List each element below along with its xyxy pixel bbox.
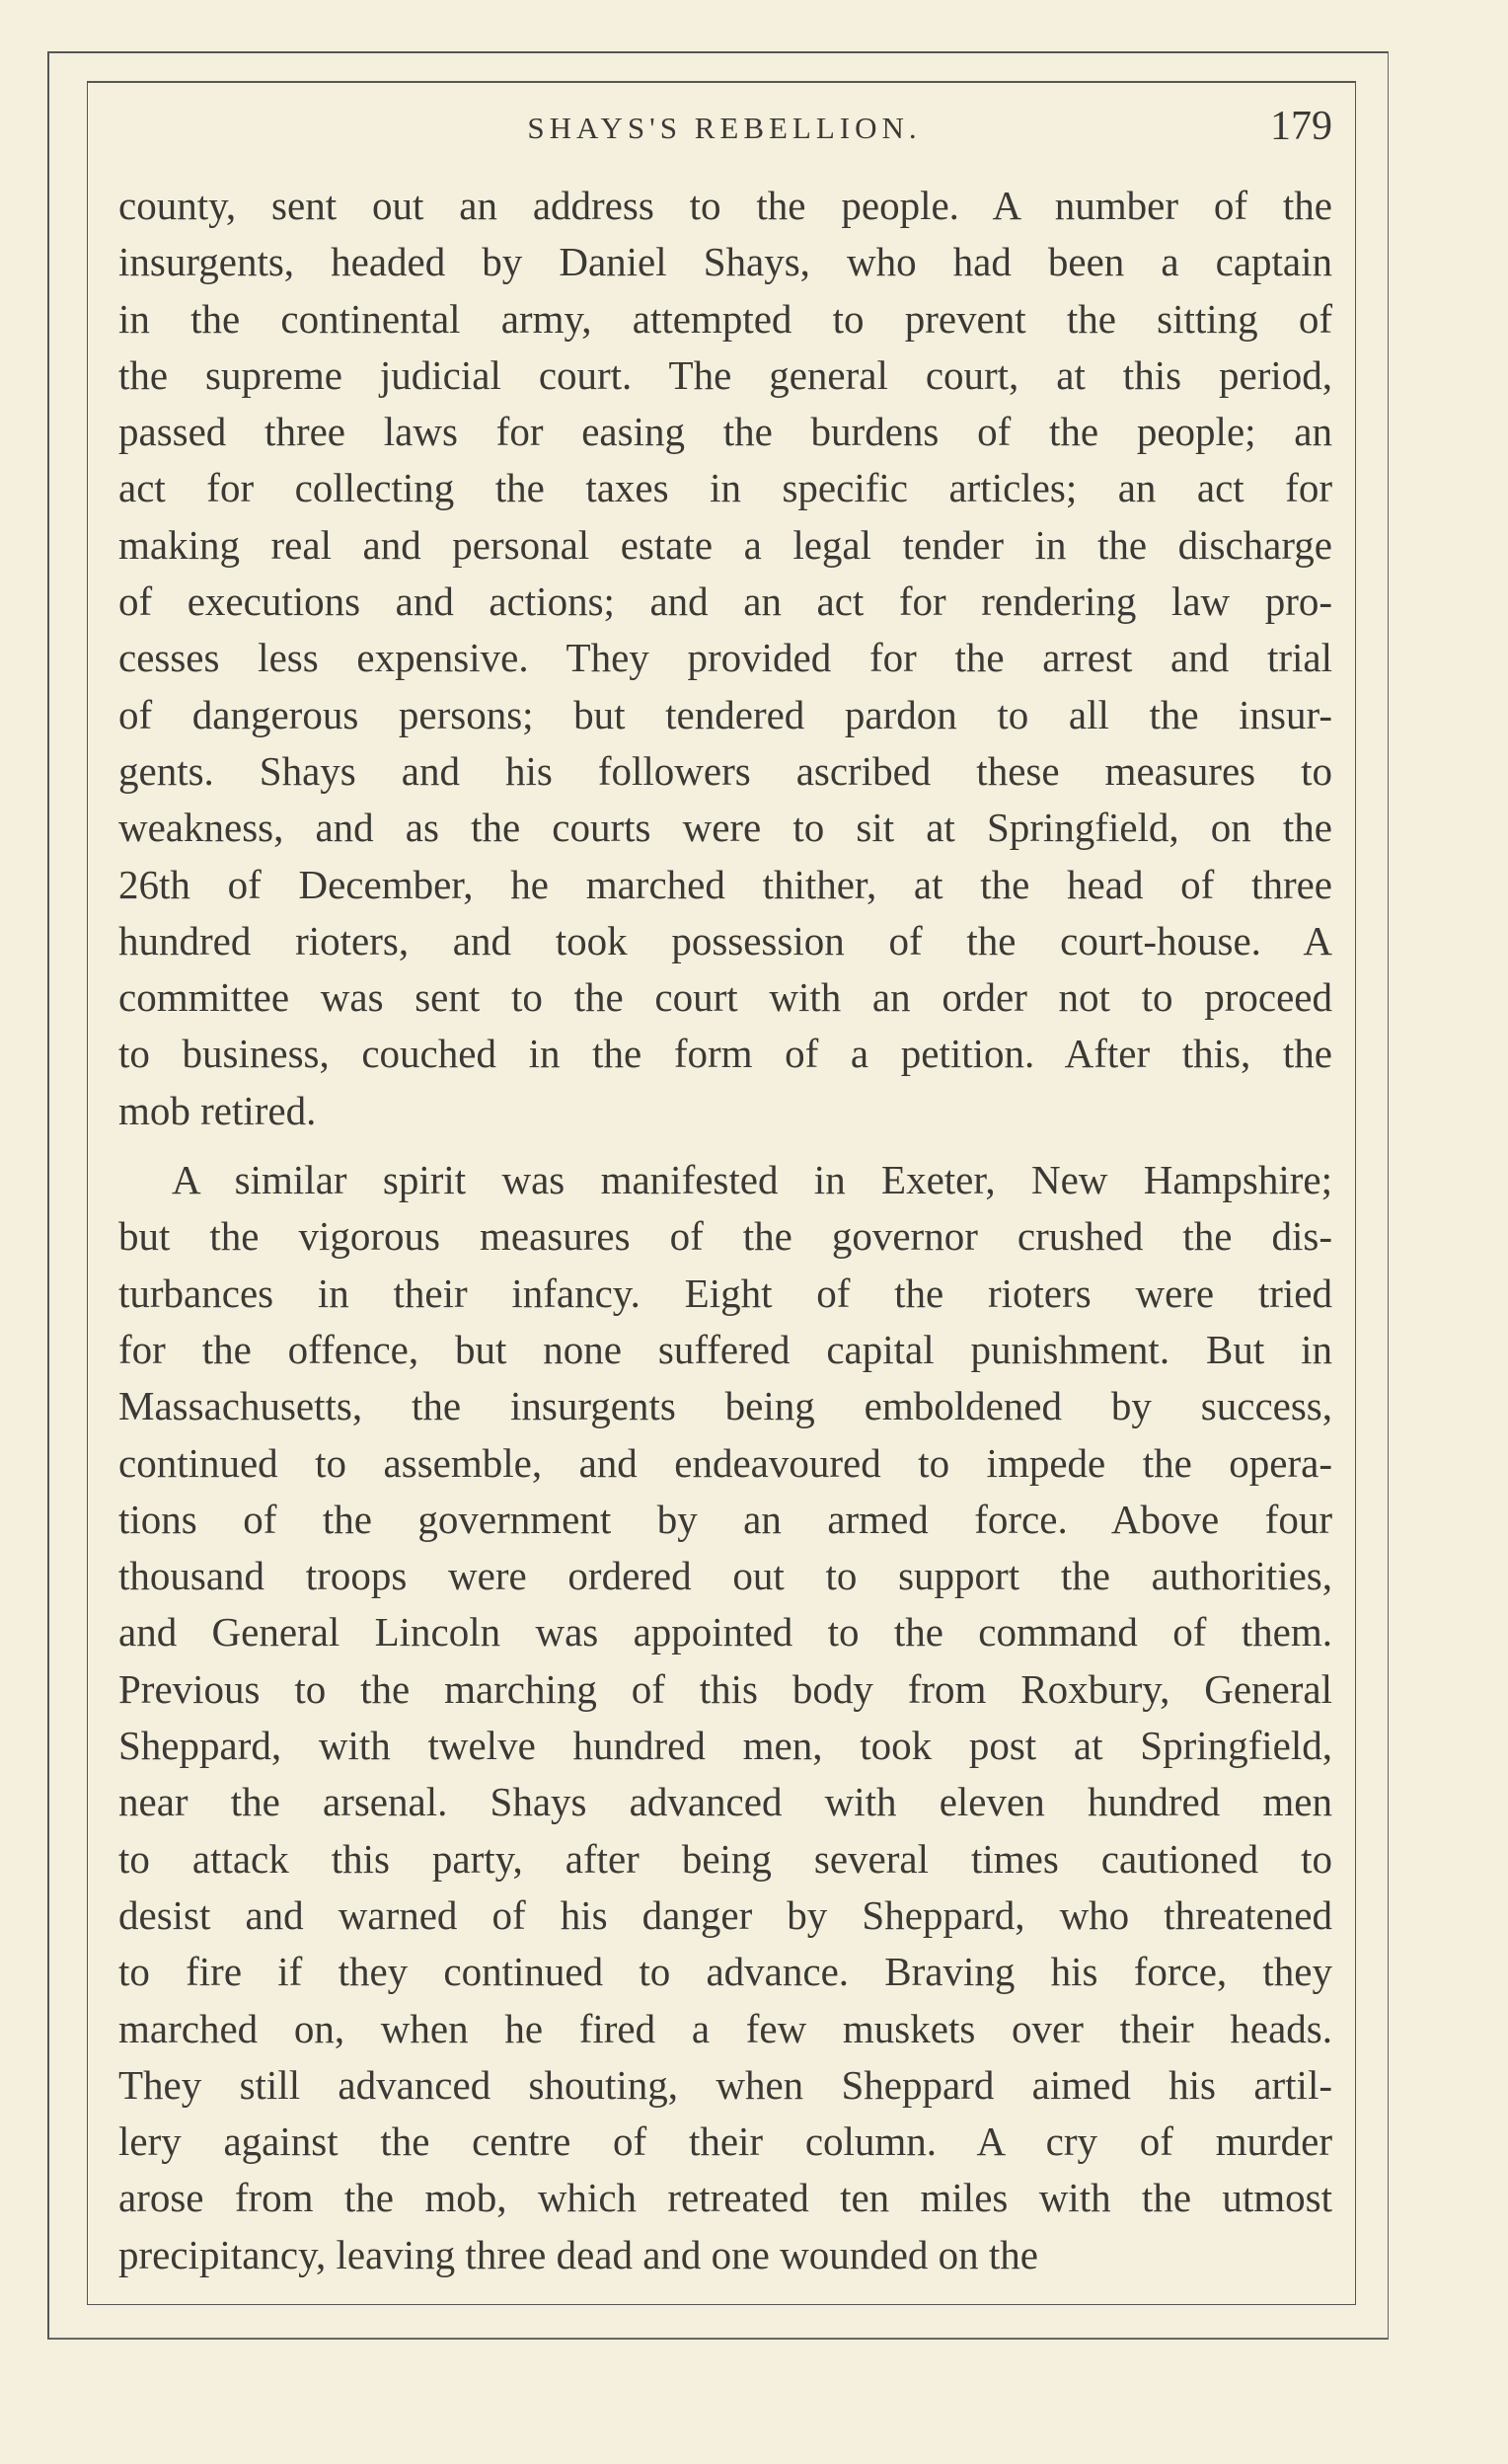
text-line: hundred rioters, and took possession of the court-house. A: [118, 917, 1332, 963]
text-line: marched on, when he fired a few muskets over their heads.: [118, 2005, 1332, 2051]
text-line: making real and personal estate a legal tender in the discharge: [118, 521, 1332, 568]
text-line: insurgents, headed by Daniel Shays, who had been a captain: [118, 239, 1332, 285]
text-line: committee was sent to the court with an order not to proceed: [118, 974, 1332, 1021]
text-line: arose from the mob, which retreated ten miles with the utmost: [118, 2175, 1332, 2221]
text-line: weakness, and as the courts were to sit at Springfield, on the: [118, 805, 1332, 851]
text-line: Sheppard, with twelve hundred men, took post at Springfield,: [118, 1723, 1332, 1769]
page-number: 179: [1270, 104, 1332, 149]
text-line: for the offence, but none suffered capital punishment. But in: [118, 1326, 1332, 1372]
page-header: [116, 103, 1332, 152]
paragraph: [118, 178, 1332, 1139]
text-line: Previous to the marching of this body from Roxbury, General: [118, 1665, 1332, 1712]
text-line: passed three laws for easing the burdens of the people; an: [118, 409, 1332, 455]
text-line: of dangerous persons; but tendered pardon to all the insur-: [118, 691, 1332, 737]
running-title: SHAYS'S REBELLION.: [527, 111, 922, 145]
text-line: turbances in their infancy. Eight of the rioters were tried: [118, 1270, 1332, 1316]
text-line: continued to assemble, and endeavoured to impede the opera-: [118, 1439, 1332, 1486]
text-line: county, sent out an address to the people. A number of the: [118, 183, 1332, 228]
text-line: 26th of December, he marched thither, at the head of three: [118, 861, 1332, 907]
text-line: act for collecting the taxes in specific articles; an act for: [118, 465, 1332, 511]
paragraph: [118, 1152, 1332, 2283]
text-line: the supreme judicial court. The general court, at this period,: [118, 351, 1332, 398]
text-line: cesses less expensive. They provided for the arrest and trial: [118, 635, 1332, 681]
text-line: but the vigorous measures of the governor crushed the dis-: [118, 1213, 1332, 1260]
text-line: of executions and actions; and an act for rendering law pro-: [118, 578, 1332, 625]
text-line: near the arsenal. Shays advanced with eleven hundred men: [118, 1779, 1332, 1825]
text-line: desist and warned of his danger by Sheppard, who threatened: [118, 1891, 1332, 1938]
text-line: to attack this party, after being several times cautioned to: [118, 1835, 1332, 1882]
text-line: tions of the government by an armed force. Above four: [118, 1496, 1332, 1542]
text-line: They still advanced shouting, when Sheppard aimed his artil-: [118, 2061, 1332, 2108]
text-line: gents. Shays and his followers ascribed these measures to: [118, 747, 1332, 794]
text-line: lery against the centre of their column. A cry of murder: [118, 2118, 1332, 2165]
text-line: Massachusetts, the insurgents being emboldened by success,: [118, 1383, 1332, 1429]
text-line: and General Lincoln was appointed to the command of them.: [118, 1609, 1332, 1656]
text-line: precipitancy, leaving three dead and one wounded on the: [118, 2231, 1039, 2277]
text-line: to fire if they continued to advance. Braving his force, they: [118, 1949, 1332, 1995]
text-line: mob retired.: [118, 1087, 317, 1133]
text-line: to business, couched in the form of a petition. After this, the: [118, 1031, 1332, 1077]
text-line: thousand troops were ordered out to support the authorities,: [118, 1553, 1332, 1599]
text-line: A similar spirit was manifested in Exeter, New Hampshire;: [172, 1157, 1332, 1203]
text-line: in the continental army, attempted to prevent the sitting of: [118, 295, 1332, 342]
page-body: [118, 178, 1332, 2283]
